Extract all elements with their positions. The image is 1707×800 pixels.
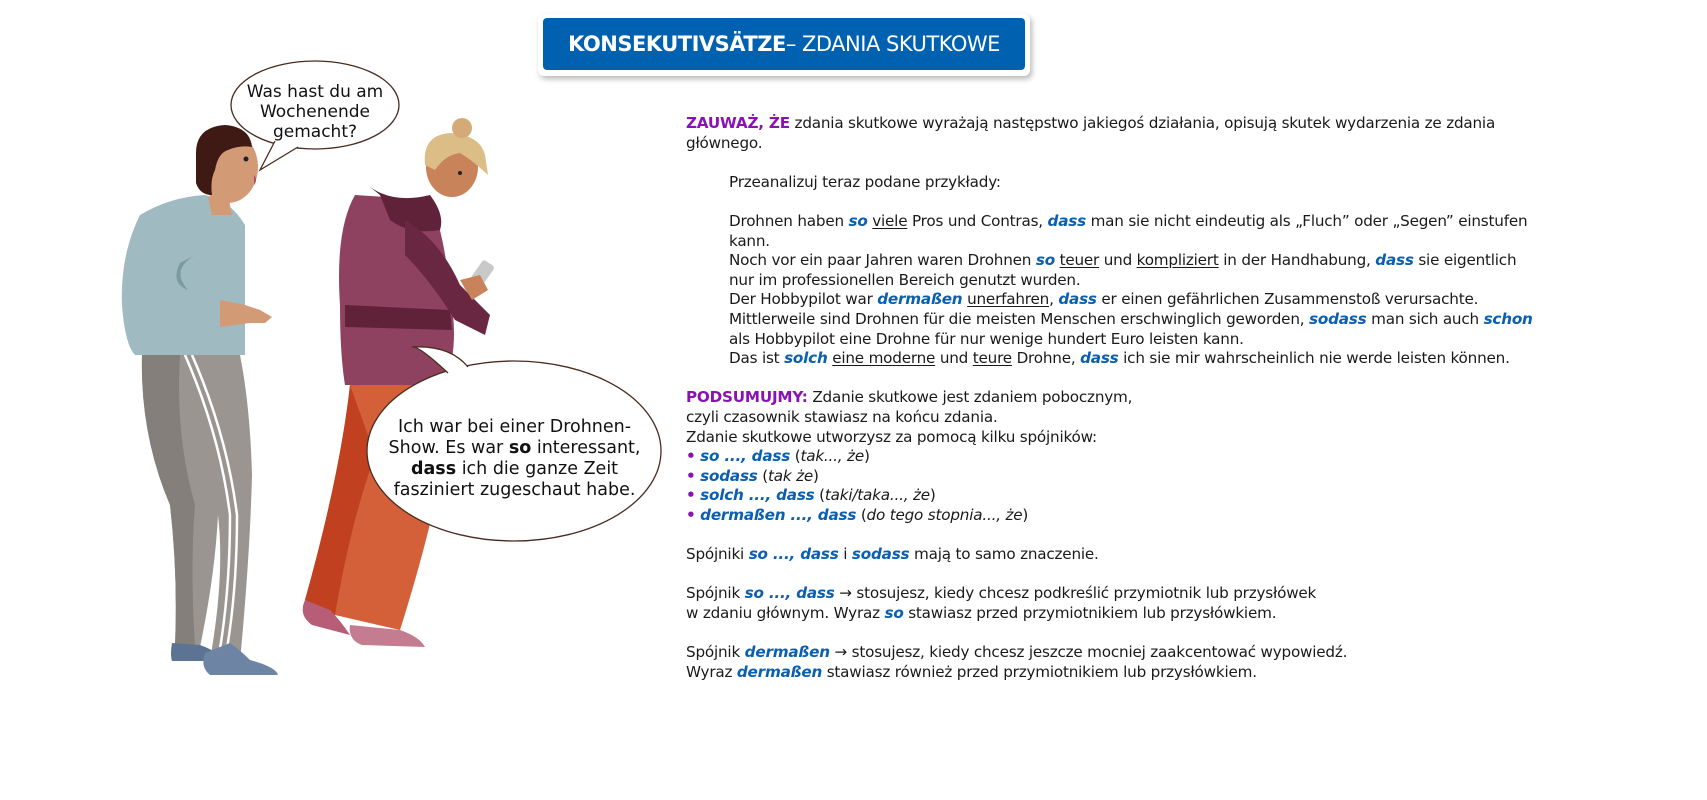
title-polish: – ZDANIA SKUTKOWE	[785, 32, 1000, 56]
lesson-content: ZAUWAŻ, ŻE zdania skutkowe wyrażają następstwo jakiegoś działania, opisują skutek wydarzenia ze zdania głównego. Przeanalizuj teraz podane przykłady: Drohnen haben so viele Pros und Contras, dass man sie nicht eindeutig als „Fluch” oder „Segen” einstufen kann. Noch vor ein paar Jahren waren Drohnen so teuer und kompliziert in der Handhabung, dass sie eigentlich nur im professionellen Bereich genutzt wurden. Der Hobbypilot war dermaßen unerfahren, dass er einen gefährlichen Zusammenstoß verursachte. Mittlerweile sind Drohnen für die meisten Menschen erschwinglich geworden, sodass man sich auch schon als Hobbypilot eine Drohne für nur wenige hundert Euro leisten kann. Das ist solch eine moderne und teure Drohne, dass ich sie mir wahrscheinlich nie werde leisten können. PODSUMUJMY: Zdanie skutkowe jest zdaniem pobocznym, czyli czasownik stawiasz na końcu zdania. Zdanie skutkowe utworzysz za pomocą kilku spójników: • so ..., dass (tak..., że) • sodass (tak że) • solch ..., dass (taki/taka..., że) • dermaßen ..., dass (do tego stopnia..., że) Spójniki so ..., dass i sodass mają to samo znaczenie. Spójnik so ..., dass → stosujesz, kiedy chcesz podkreślić przymiotnik lub przysłówek w zdaniu głównym. Wyraz so stawiasz przed przymiotnikiem lub przysłówkiem. Spójnik dermaßen → stosujesz, kiedy chcesz jeszcze mocniej zaakcentować wypowiedź. Wyraz dermaßen stawiasz również przed przymiotnikiem lub przysłówkiem.	[686, 114, 1686, 682]
illustration-two-people	[100, 55, 680, 695]
example-1: Drohnen haben so viele Pros und Contras, dass man sie nicht eindeutig als „Fluch” oder „Segen” einstufen	[729, 211, 1528, 230]
intro-paragraph: ZAUWAŻ, ŻE zdania skutkowe wyrażają następstwo jakiegoś działania, opisują skutek wydarzenia ze zdania	[686, 114, 1496, 132]
example-4: Mittlerweile sind Drohnen für die meisten Menschen erschwinglich geworden, sodass man sich auch schon	[729, 309, 1533, 328]
example-2: Noch vor ein paar Jahren waren Drohnen so teuer und kompliziert in der Handhabung, dass sie eigentlich	[729, 251, 1517, 270]
summary-paragraph: PODSUMUJMY: Zdanie skutkowe jest zdaniem pobocznym,	[686, 388, 1133, 407]
note-same-meaning: Spójniki so ..., dass i sodass mają to samo znaczenie.	[686, 545, 1099, 564]
man-figure	[122, 125, 278, 675]
people-illustration-icon	[100, 55, 680, 695]
question-bubble-text: Was hast du am Wochenende gemacht?	[246, 82, 384, 142]
note-dermassen-usage: Spójnik dermaßen → stosujesz, kiedy chcesz jeszcze mocniej zaakcentować wypowiedź.	[686, 643, 1348, 662]
bullet-dermassen-dass: • dermaßen ..., dass (do tego stopnia..., że)	[686, 505, 1029, 524]
bullet-so-dass: • so ..., dass (tak..., że)	[686, 447, 870, 466]
bullet-solch-dass: • solch ..., dass (taki/taka..., że)	[686, 486, 936, 505]
title-german: KONSEKUTIVSÄTZE	[568, 32, 786, 56]
answer-bubble-text: Ich war bei einer Drohnen- Show. Es war so interessant, dass ich die ganze Zeit fasziniert zugeschaut habe.	[388, 417, 641, 500]
note-so-dass-usage: Spójnik so ..., dass → stosujesz, kiedy chcesz podkreślić przymiotnik lub przysłówek	[686, 584, 1317, 603]
example-5: Das ist solch eine moderne und teure Drohne, dass ich sie mir wahrscheinlich nie werde leisten können.	[729, 349, 1510, 368]
examples-block: Przeanalizuj teraz podane przykłady: Drohnen haben so viele Pros und Contras, dass man sie nicht eindeutig als „Fluch” oder „Segen” einstufen kann. Noch vor ein paar Jahren waren Drohnen so teuer und kompliziert in der Handhabung, dass sie eigentlich nur im professionellen Bereich genutzt wurden. Der Hobbypilot war dermaßen unerfahren, dass er einen gefährlichen Zusammenstoß verursachte. Mittlerweile sind Drohnen für die meisten Menschen erschwinglich geworden, sodass man sich auch schon als Hobbypilot eine Drohne für nur wenige hundert Euro leisten kann. Das ist solch eine moderne und teure Drohne, dass ich sie mir wahrscheinlich nie werde leisten können.	[686, 173, 1686, 369]
example-3: Der Hobbypilot war dermaßen unerfahren, dass er einen gefährlichen Zusammenstoß verursachte.	[729, 290, 1479, 309]
bullet-sodass: • sodass (tak że)	[686, 466, 819, 485]
